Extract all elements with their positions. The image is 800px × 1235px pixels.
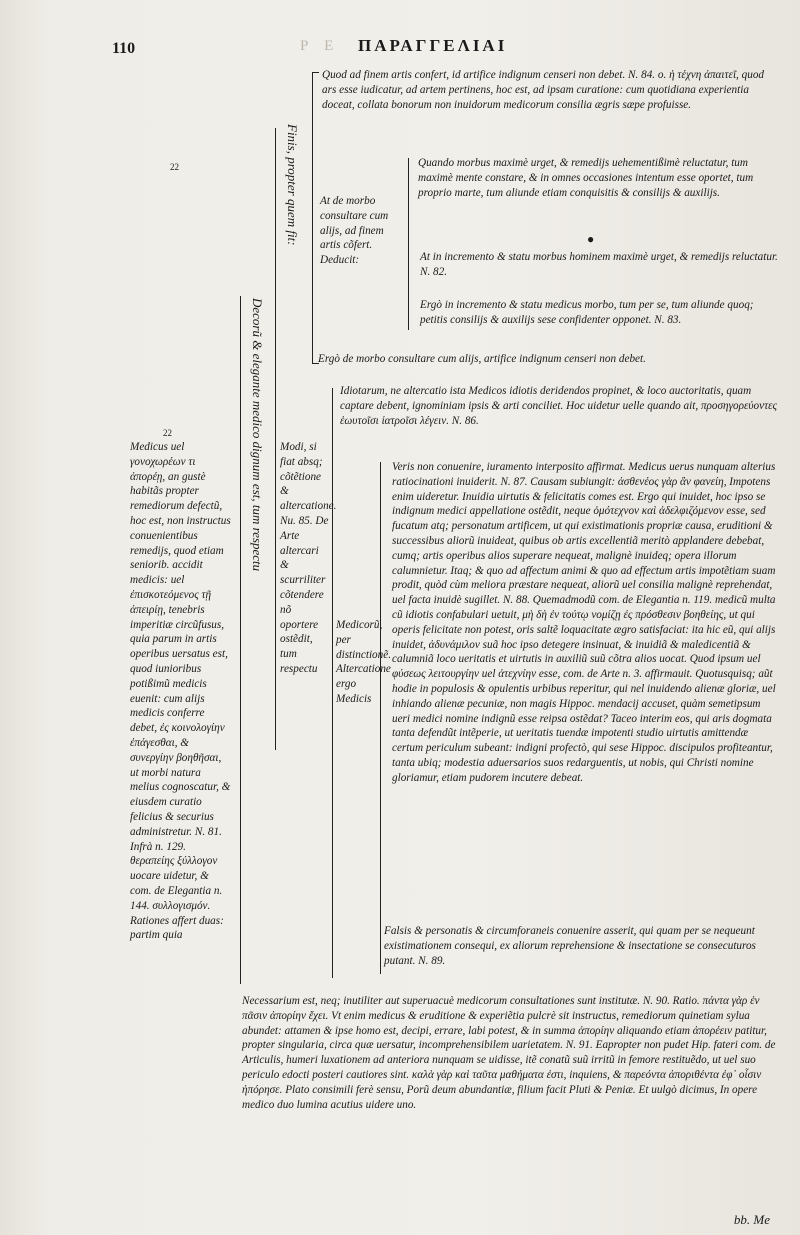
vertical-label-finis: Finis, propter quem fit: <box>285 124 300 246</box>
marginal-mark: 22 <box>163 428 172 438</box>
bracket-deducit <box>408 158 409 330</box>
necessarium-text: Necessarium est, neq; inutiliter aut superuacuè medicorum consultationes sunt institutæ. N. 90. Ratio. πάντα γὰρ ἐν πᾶσιν ἀπορίην ἔχει. Vt enim medicus & eruditione & experiẽtia pulcrè sit instructus, remediorum quinetiam sylua abundet: attamen & ipse homo est, decipi, errare, labi potest, & in summa ἀπορίην aliquando etiam ἀπορέειν patitur, propter singularia, circa quæ uersatur, incomprehensibilem uarietatem. N. 91. Eapropter non pudet Hip. fateri com. de Articulis, humeri luxationem ad anteriora nunquam se uidisse, itẽ conatũ suũ irritũ in femore restituẽdo, ut uel suo periculo edocti posteri cautiores sint. καλὰ γὰρ καὶ ταῦτα μαθήματα ἐστι, inquiens, & παρεόντα ἀποριθέντα ἐφ᾽ οἷσιν ἠπόρησε. Plato consimili ferè sensu, Porũ deum abundantiæ, filium facit Pluti & Peniæ. Et uulgò dicimus, In opere medico duo lumina acutius uidere uno. <box>242 995 776 1111</box>
medicorum-text: Medicorũ, per distinctionẽ. Altercatione ergo Medicis <box>336 619 391 705</box>
bracket-tick <box>312 72 319 73</box>
page-number: 110 <box>112 40 136 57</box>
bracket-modi <box>332 388 333 978</box>
ink-dot: ● <box>587 232 595 246</box>
medicus-text: Medicus uel γονοχωρέων τι ἀπορέῃ, an gustè habitãs propter remediorum defectũ, hoc est, non instructus conuenientibus remedijs, quod etiam seniorib. accidit medicis: uel ἐπισκοτεόμενος τῇ ἀπειρίῃ, tenebris imperitiæ circũfusus, quia parum in artis operibus uersatus est, quod iunioribus potißimũ medicis euenit: cum alijs medicis conferre debet, ἐς κοινολογίην ἐπάγεσθαι, & συνεργίην βοηθῆσαι, ut morbi natura melius cognoscatur, & eiusdem curatio felicius & securius administretur. N. 81. Infrà n. 129. θεραπείης ξύλλογον uocare uidetur, & com. de Elegantia n. 144. συλλογισμόν. Rationes affert duas: partim quia <box>130 441 231 942</box>
marginal-mark: 22 <box>170 162 179 172</box>
quando-text: Quando morbus maximè urget, & remedijs uehementißimè reluctatur, tum maximè mente constare, & in omnes occasiones intentum esse oportet, tum proprio marte, tum aliunde etiam conquisitis & consilijs & auxilijs. <box>418 157 754 199</box>
at-morbo-text: At de morbo consultare cum alijs, ad finem artis cõfert. Deducit: <box>320 195 389 267</box>
veris-text: Veris non conuenire, iuramento interposito affirmat. Medicus uerus nunquam alterius ratiocinationi inuiderit. N. 87. Causam subiungit: ἀσθενέος γὰρ ἂν φανείη, Impotens enim uideretur. Inuidia uirtutis & felicitatis comes est. Ergo qui inuidet, hoc ipso se indignum medici appellatione ostẽdit, neque ὁμότεχνον καὶ ἀδελφιζόμενον esse, sed fucatum atq; personatum artificem, ut qui existimationis propriæ causa, eruditioni & successibus aliorũ inuideat, quibus ob artis excellentiã meritò applandere debebat, cumq; artis operibus alios superare nequeat, malignè inuideq; opera illorum calumnietur. Itaq; & quo ad affectum animi & quo ad effectum artis impotẽtiam suam prodit, quòd cùm meliora præstare nequeat, aliorũ uel consilia malignè reprehendat, uel facta inuidè sugillet. N. 88. Quemadmodũ com. de Elegantia n. 119. medicũ multa cũ idiotis confabulari uetuit, μὴ δὴ ἐν τούτῳ νομίζῃ ἐς πρόσθεσιν βοηθείης, ut qui operis felicitate non potest, oris saltẽ loquacitate ægro satisfaciat: ita hic eũ, qui alijs inuidet, ἀδυνάμιλον suã hoc ipso detegere insinuat, & inuidiã & maledicentiã & calumniã loco ueritatis et uirtutis in auxiliũ suũ cõtra alios uocat. Quod ipsum uel φύσεως λειτουργίην uel ἀτεχνίην esse, com. de Arte n. 3. affirmauit. Quotusquisq; aũt hodie in populosis & opulentis urbibus reperitur, qui nel inuidendo alienæ gloriæ, uel inhiando alienæ pecuniæ, non magis Hippoc. mendacij accuset, quàm semetipsum ueri medici nomine indignũ esse reipsa ostẽdat? Taceo interim eos, qui aris dogmata tanta defendũt intẽperie, ut ueritatis tuendæ impotenti studio uirtutis amittendæ certum periculum subeant: indigni profectò, qui sese Hippoc. discipulos profiteantur, tanta ubiq; modestia aduersarios suos redarguentis, ut nobis, qui Christi nomine gloriamur, etiam pudorem incutere debeat. <box>392 461 776 784</box>
running-head: ΠΑΡΑΓΓΕΛΙΑΙ <box>358 36 508 55</box>
at-incremento-text: At in incremento & statu morbus hominem maximè urget, & remedijs reluctatur. N. 82. <box>420 251 778 278</box>
bracket-medicus <box>240 296 241 984</box>
ergo-incremento-text: Ergò in incremento & statu medicus morbo, tum per se, tum aliunde quoq; petitis consilijs & auxilijs sese confidenter opponet. N. 83. <box>420 299 754 326</box>
modi-text: Modi, si fiat absq; cõtẽtione & altercatione. Nu. 85. De Arte altercari & scurriliter cõtendere nõ oportere ostẽdit, tum respectu <box>280 441 337 675</box>
finis-quod-text: Quod ad finem artis confert, id artifice indignum censeri non debet. N. 84. o. ἡ τέχνη ἀπαιτεῖ, quod ars esse iudicatur, ad artem pertinens, hoc est, ad ipsam curatione: cum quotidiana experientia doceat, collata bonorum non inuidorum medicorum consilia ægris sæpe profuisse. <box>322 69 765 111</box>
bracket-medicorum <box>380 462 381 974</box>
vertical-label-decorum: Decorũ & elegante medico dignum est, tum respectu <box>250 298 265 572</box>
idiotarum-text: Idiotarum, ne altercatio ista Medicos idiotis deridendos propinet, & loco auctoritatis, quam captare debent, ignominiam ipsis & arti conciliet. Hoc uidetur uelle quando ait, προσηγορεύοντες ἑωυτοῖσι ἰατροῖσι λέγειν. N. 86. <box>340 385 778 427</box>
ghost-head: Ρ Ε <box>300 38 340 54</box>
bracket-finis <box>312 72 313 364</box>
bracket-vertical <box>275 128 276 750</box>
falsis-text: Falsis & personatis & circumforaneis conuenire asserit, qui quam per se nequeunt existimationem consequi, ex aliorum reprehensione & insectatione se consecuturos putant. N. 89. <box>384 925 756 967</box>
ergo-morbo-text: Ergò de morbo consultare cum alijs, artifice indignum censeri non debet. <box>318 353 646 365</box>
signature-mark: bb. Me <box>733 1212 770 1227</box>
